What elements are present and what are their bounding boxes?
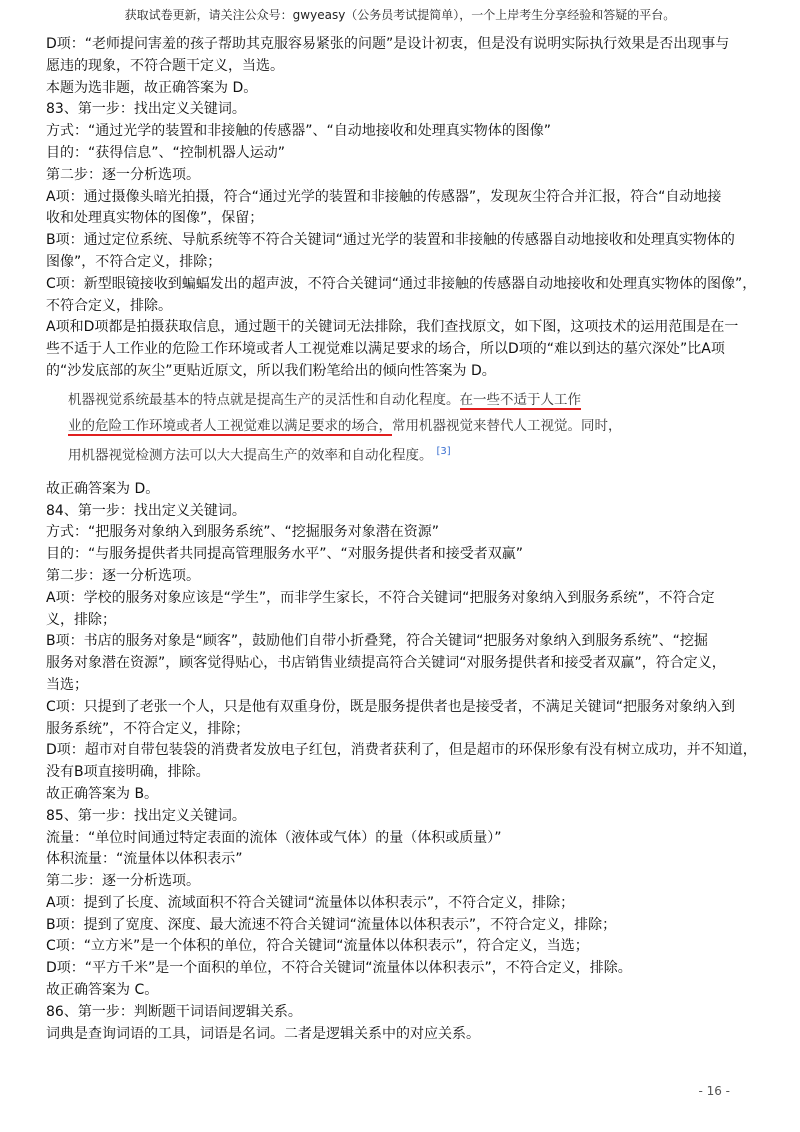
text-line: 方式：“通过光学的装置和非接触的传感器”、“自动地接收和处理真实物体的图像” xyxy=(46,123,552,140)
excerpt-line-2 xyxy=(68,413,708,439)
text-block-after-excerpt xyxy=(46,479,758,1046)
text-line: 词典是查询词语的工具，词语是名词。二者是逻辑关系中的对应关系。 xyxy=(46,1025,480,1042)
excerpt-underlined-text: 业的危险工作环境或者人工视觉难以满足要求的场合， xyxy=(68,417,392,434)
top-banner: 获取试卷更新，请关注公众号：gwyeasy（公务员考试提简单），一个上岸考生分享经验和答疑的平台。 xyxy=(124,8,676,22)
excerpt-text: 用机器视觉检测方法可以大大提高生产的效率和自动化程度。 xyxy=(68,447,433,464)
excerpt-line-3 xyxy=(68,439,708,469)
text-line: 目的：“获得信息”、“控制机器人运动” xyxy=(46,144,286,161)
text-line: C项：“立方米”是一个体积的单位，符合关键词“流量体以体积表示”，符合定义，当选； xyxy=(46,938,589,955)
text-line: A项：通过摄像头暗光拍摄，符合“通过光学的装置和非接触的传感器”，发现灰尘符合并汇报，符合“自动地接 xyxy=(46,188,722,205)
text-line: A项和D项都是拍摄获取信息，通过题干的关键词无法排除，我们查找原文，如下图，这项技术的运用范围是在一 xyxy=(46,319,739,336)
text-line: C项：只提到了老张一个人，只是他有双重身份，既是服务提供者也是接受者，不满足关键词“把服务对象纳入到 xyxy=(46,698,736,715)
text-line: C项：新型眼镜接收到蝙蝠发出的超声波，不符合关键词“通过非接触的传感器自动地接收和处理真实物体的图像”， xyxy=(46,275,757,292)
text-line: 些不适于人工作业的危险工作环境或者人工视觉难以满足要求的场合，所以D项的“难以到达的墓穴深处”比A项 xyxy=(46,341,725,358)
excerpt-line-1 xyxy=(68,387,708,413)
text-line: B项：提到了宽度、深度、最大流速不符合关键词“流量体以体积表示”，不符合定义，排除； xyxy=(46,916,617,933)
text-line: 流量：“单位时间通过特定表面的流体（液体或气体）的量（体积或质量）” xyxy=(46,829,502,846)
text-line: 图像”，不符合定义，排除； xyxy=(46,253,222,270)
text-line: 收和处理真实物体的图像”，保留； xyxy=(46,210,264,227)
text-line: 当选； xyxy=(46,676,88,693)
text-line: 故正确答案为 C。 xyxy=(46,982,159,999)
reference-link[interactable]: [3] xyxy=(436,445,451,457)
text-line: 第二步：逐一分析选项。 xyxy=(46,166,200,183)
text-line: 的“沙发底部的灰尘”更贴近原文，所以我们粉笔给出的倾向性答案为 D。 xyxy=(46,362,496,379)
text-block-before-excerpt xyxy=(46,34,758,383)
text-line: 第二步：逐一分析选项。 xyxy=(46,873,200,890)
document-body xyxy=(46,34,758,1045)
text-line: D项：超市对自带包装袋的消费者发放电子红包，消费者获利了，但是超市的环保形象有没有树立成功，并不知道， xyxy=(46,742,757,759)
text-line: 83、第一步：找出定义关键词。 xyxy=(46,101,246,118)
text-line: D项：“老师提问害羞的孩子帮助其克服容易紧张的问题”是设计初衷，但是没有说明实际执行效果是否出现事与 xyxy=(46,36,730,52)
text-line: 服务对象潜在资源”，顾客觉得贴心，书店销售业绩提高符合关键词“对服务提供者和接受者双赢”，符合定义， xyxy=(46,655,726,672)
excerpt-text: 常用机器视觉来替代人工视觉。同时， xyxy=(392,417,622,434)
text-line: 服务系统”，不符合定义，排除； xyxy=(46,720,250,737)
text-line: 故正确答案为 D。 xyxy=(46,480,160,497)
text-line: A项：学校的服务对象应该是“学生”，而非学生家长，不符合关键词“把服务对象纳入到服务系统”，不符合定 xyxy=(46,589,715,606)
text-line: 84、第一步：找出定义关键词。 xyxy=(46,502,246,519)
text-line: 没有B项直接明确，排除。 xyxy=(46,764,210,781)
text-line: 本题为选非题，故正确答案为 D。 xyxy=(46,79,258,96)
text-line: 85、第一步：找出定义关键词。 xyxy=(46,807,246,824)
text-line: 故正确答案为 B。 xyxy=(46,785,159,802)
text-line: 义，排除； xyxy=(46,611,116,628)
text-line: 第二步：逐一分析选项。 xyxy=(46,567,200,584)
text-line: B项：书店的服务对象是“顾客”，鼓励他们自带小折叠凳，符合关键词“把服务对象纳入到服务系统”、“挖掘 xyxy=(46,633,708,650)
page-number: - 16 - xyxy=(698,1084,730,1098)
excerpt-underlined-text: 在一些不适于人工作 xyxy=(459,391,581,408)
text-line: D项：“平方千米”是一个面积的单位，不符合关键词“流量体以体积表示”，不符合定义，排除。 xyxy=(46,960,632,977)
text-line: 体积流量：“流量体以体积表示” xyxy=(46,851,243,868)
text-line: A项：提到了长度、流域面积不符合关键词“流量体以体积表示”，不符合定义，排除； xyxy=(46,894,575,911)
text-line: 不符合定义，排除。 xyxy=(46,297,172,314)
source-excerpt-image xyxy=(68,387,708,475)
text-line: 86、第一步：判断题干词语间逻辑关系。 xyxy=(46,1003,302,1020)
text-line: 目的：“与服务提供者共同提高管理服务水平”、“对服务提供者和接受者双赢” xyxy=(46,546,524,563)
text-line: 方式：“把服务对象纳入到服务系统”、“挖掘服务对象潜在资源” xyxy=(46,524,440,541)
text-line: B项：通过定位系统、导航系统等不符合关键词“通过光学的装置和非接触的传感器自动地接收和处理真实物体的 xyxy=(46,232,735,249)
excerpt-text: 机器视觉系统最基本的特点就是提高生产的灵活性和自动化程度。 xyxy=(68,391,460,408)
text-line: 愿违的现象，不符合题干定义，当选。 xyxy=(46,57,284,74)
